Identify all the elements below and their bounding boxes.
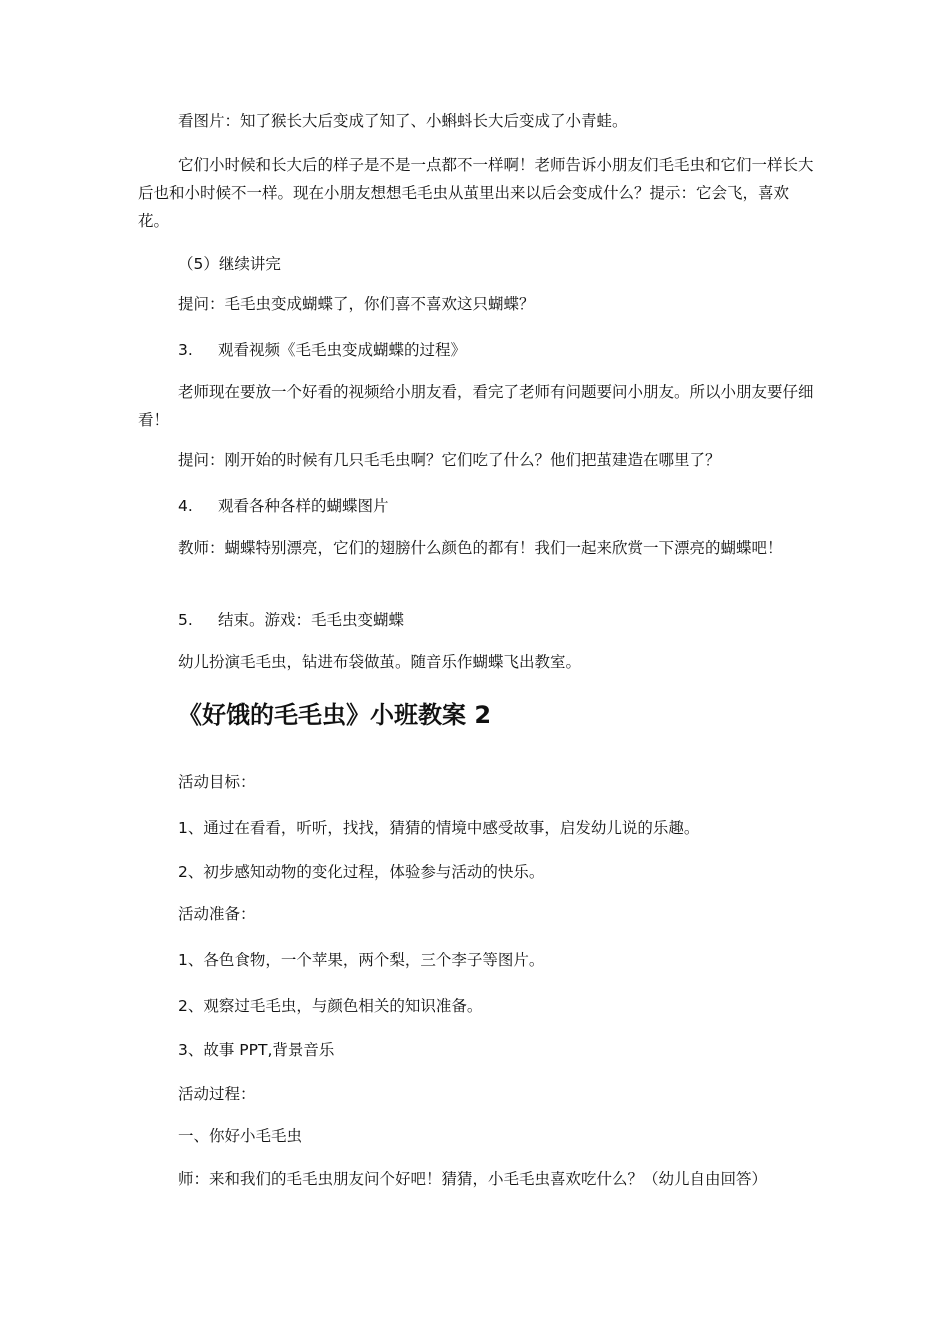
list-item-3 (138, 336, 814, 364)
paragraph-look-pictures: 看图片：知了猴长大后变成了知了、小蝌蚪长大后变成了小青蛙。 (178, 112, 628, 130)
goal-item-2: 2、初步感知动物的变化过程，体验参与活动的快乐。 (178, 863, 545, 881)
paragraph-teacher-greeting: 师：来和我们的毛毛虫朋友问个好吧！猜猜，小毛毛虫喜欢吃什么？（幼儿自由回答） (178, 1170, 768, 1188)
paragraph-question-butterfly: 提问：毛毛虫变成蝴蝶了，你们喜不喜欢这只蝴蝶？ (178, 295, 535, 313)
list-number: 3. (178, 341, 193, 359)
heading-activity-preparation: 活动准备： (178, 905, 256, 923)
process-step-1: 一、你好小毛毛虫 (178, 1127, 303, 1145)
paragraph-game-description: 幼儿扮演毛毛虫，钻进布袋做茧。随音乐作蝴蝶飞出教室。 (178, 653, 582, 671)
paragraph-continue-story: （5）继续讲完 (178, 255, 281, 273)
list-item-text: 观看视频《毛毛虫变成蝴蝶的过程》 (218, 341, 467, 359)
list-item-text: 观看各种各样的蝴蝶图片 (218, 497, 389, 515)
paragraph-question-video: 提问：刚开始的时候有几只毛毛虫啊？它们吃了什么？他们把茧建造在哪里了？ (178, 451, 721, 469)
list-item-5 (138, 606, 814, 634)
paragraph-different-shapes: 它们小时候和长大后的样子是不是一点都不一样啊！老师告诉小朋友们毛毛虫和它们一样长大后也和小时候不一样。现在小朋友想想毛毛虫从茧里出来以后会变成什么？提示：它会飞，喜欢花。 (138, 156, 814, 230)
paragraph-watch-video: 老师现在要放一个好看的视频给小朋友看，看完了老师有问题要问小朋友。所以小朋友要仔细看！ (138, 383, 814, 429)
list-number: 5. (178, 611, 193, 629)
list-item-4 (138, 492, 814, 520)
preparation-item-3: 3、故事 PPT,背景音乐 (178, 1041, 335, 1059)
paragraph-teacher-butterfly: 教师：蝴蝶特别漂亮，它们的翅膀什么颜色的都有！我们一起来欣赏一下漂亮的蝴蝶吧！ (178, 539, 783, 557)
heading-activity-goals: 活动目标： (178, 773, 256, 791)
goal-item-1: 1、通过在看看，听听，找找，猜猜的情境中感受故事，启发幼儿说的乐趣。 (178, 819, 700, 837)
list-item-text: 结束。游戏：毛毛虫变蝴蝶 (218, 611, 405, 629)
list-number: 4. (178, 497, 193, 515)
heading-activity-process: 活动过程： (178, 1085, 256, 1103)
preparation-item-1: 1、各色食物，一个苹果，两个梨，三个李子等图片。 (178, 951, 545, 969)
section-title: 《好饿的毛毛虫》小班教案 2 (178, 701, 492, 729)
preparation-item-2: 2、观察过毛毛虫，与颜色相关的知识准备。 (178, 997, 483, 1015)
